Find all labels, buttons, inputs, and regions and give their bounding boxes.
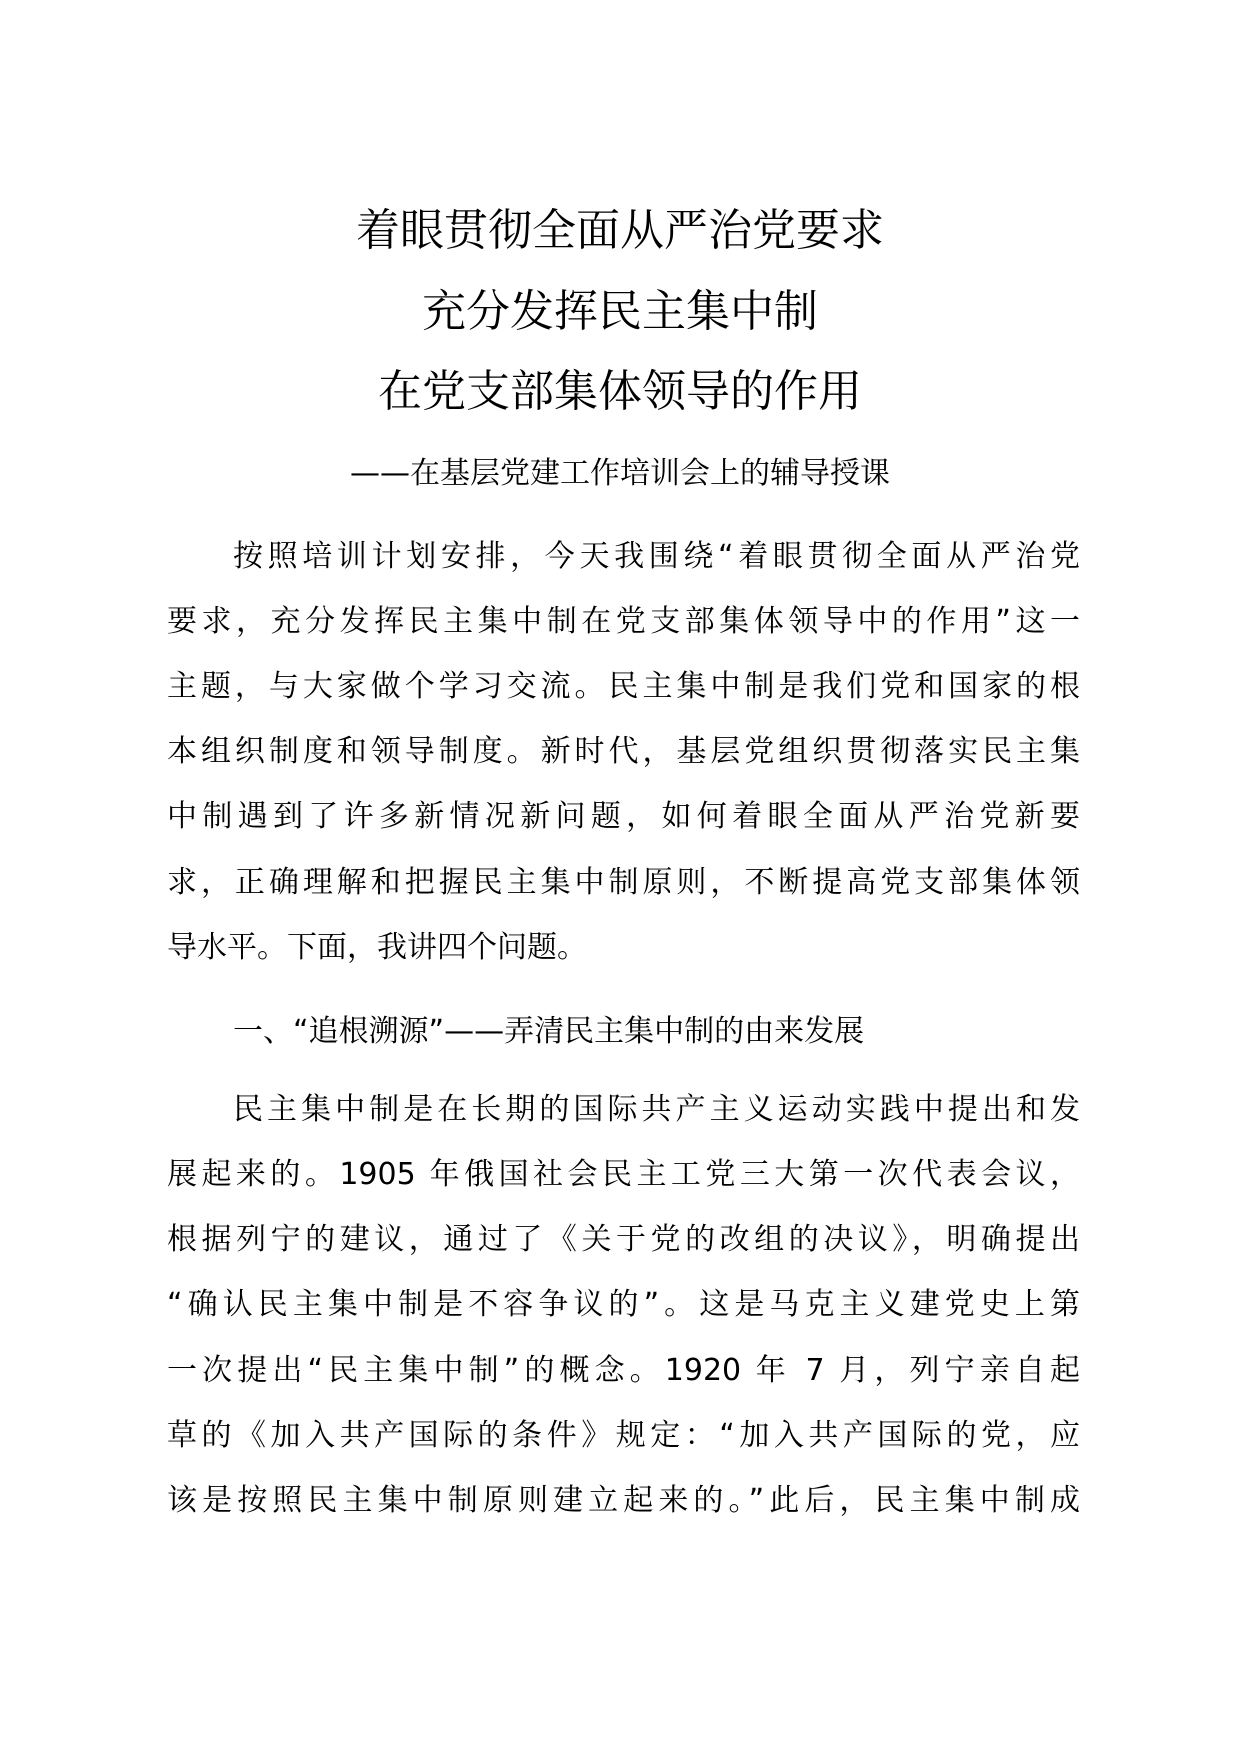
paragraph-1-line: 主题，与大家做个学习交流。民主集中制是我们党和国家的根 xyxy=(167,669,1080,704)
paragraph-1-line: 求，正确理解和把握民主集中制原则，不断提高党支部集体领 xyxy=(167,865,1080,900)
title-line-3: 在党支部集体领导的作用 xyxy=(378,366,862,417)
paragraph-2-line: 草的《加入共产国际的条件》规定：“加入共产国际的党，应 xyxy=(167,1418,1080,1453)
paragraph-1-line: 本组织制度和领导制度。新时代，基层党组织贯彻落实民主集 xyxy=(167,734,1080,769)
section-heading-1: 一、“追根溯源”——弄清民主集中制的由来发展 xyxy=(233,1014,865,1049)
paragraph-1-line: 要求，充分发挥民主集中制在党支部集体领导中的作用”这一 xyxy=(167,604,1080,639)
subtitle: ——在基层党建工作培训会上的辅导授课 xyxy=(350,456,890,491)
paragraph-2-line: 展起来的。1905 年俄国社会民主工党三大第一次代表会议， xyxy=(167,1157,1080,1192)
paragraph-2-line: “确认民主集中制是不容争议的”。这是马克主义建党史上第 xyxy=(167,1287,1080,1322)
paragraph-1-line: 按照培训计划安排，今天我围绕“着眼贯彻全面从严治党 xyxy=(233,539,1080,574)
paragraph-2-line: 一次提出“民主集中制”的概念。1920 年 7 月，列宁亲自起 xyxy=(167,1353,1080,1388)
paragraph-1-line: 中制遇到了许多新情况新问题，如何着眼全面从严治党新要 xyxy=(167,799,1080,834)
paragraph-2-line: 民主集中制是在长期的国际共产主义运动实践中提出和发 xyxy=(233,1092,1080,1127)
title-line-2: 充分发挥民主集中制 xyxy=(422,286,818,337)
paragraph-2-line: 根据列宁的建议，通过了《关于党的改组的决议》，明确提出 xyxy=(167,1222,1080,1257)
paragraph-1-line: 导水平。下面，我讲四个问题。 xyxy=(167,930,587,965)
title-line-1: 着眼贯彻全面从严治党要求 xyxy=(356,205,884,256)
paragraph-2-line: 该是按照民主集中制原则建立起来的。”此后，民主集中制成 xyxy=(167,1483,1080,1518)
